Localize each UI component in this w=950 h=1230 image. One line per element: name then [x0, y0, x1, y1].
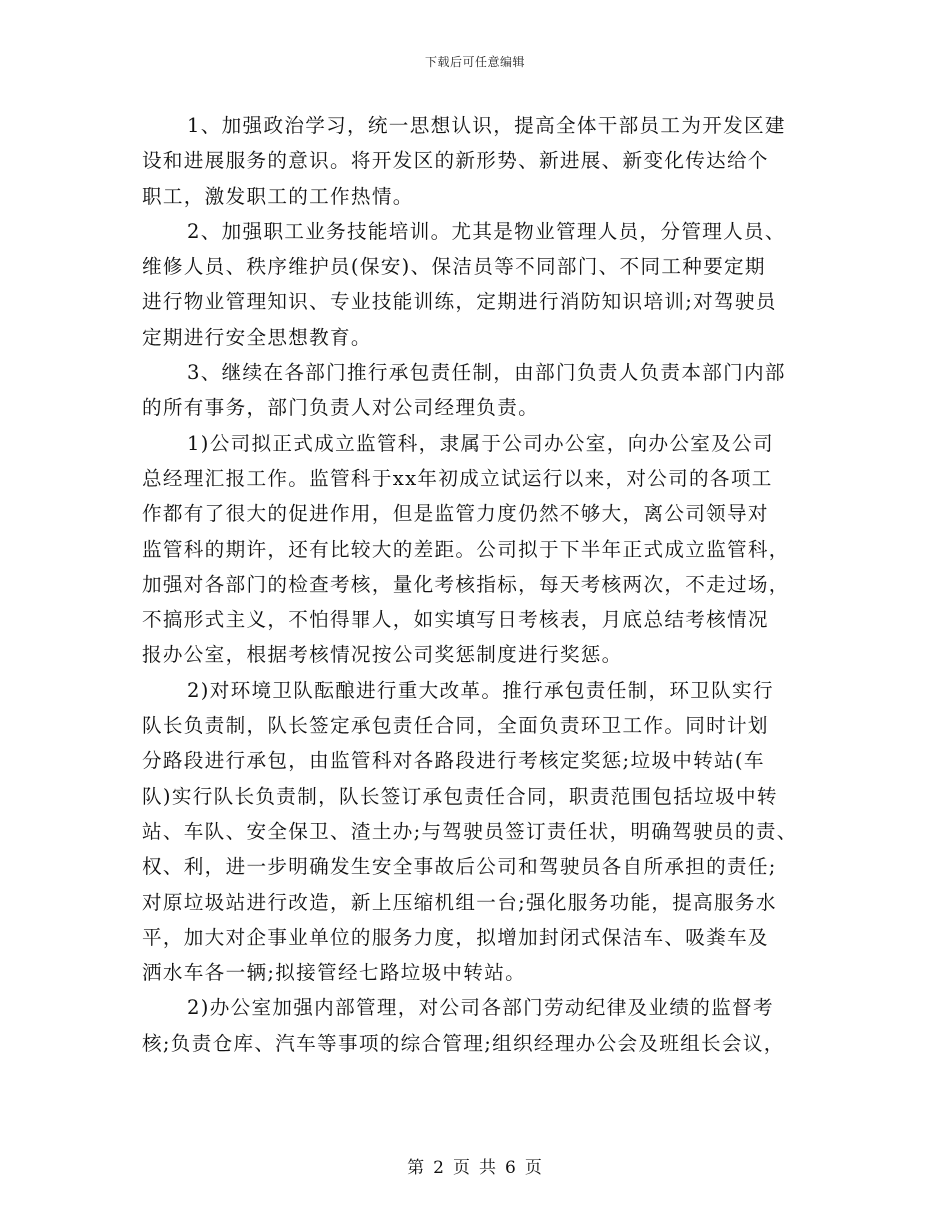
text-line: 核;负责仓库、汽车等事项的综合管理;组织经理办公会及班组长会议，	[142, 1031, 785, 1055]
text-line: 洒水车各一辆;拟接管经七路垃圾中转站。	[142, 961, 526, 985]
text-line: 对原垃圾站进行改造，新上压缩机组一台;强化服务功能，提高服务水	[142, 890, 777, 914]
text-line: 维修人员、秩序维护员(保安)、保洁员等不同部门、不同工种要定期	[142, 255, 766, 279]
paragraph-1	[142, 108, 822, 214]
footer-total-word: 共	[479, 1158, 497, 1178]
paragraph-3	[142, 355, 822, 426]
text-line: 作都有了很大的促进作用，但是监管力度仍然不够大，离公司领导对	[142, 502, 769, 526]
page-header: 下载后可任意编辑	[424, 55, 525, 69]
text-line: 权、利，进一步明确发生安全事故后公司和驾驶员各自所承担的责任;	[142, 855, 777, 879]
text-line: 2)对环境卫队酝酿进行重大改革。推行承包责任制，环卫队实行	[187, 678, 774, 702]
text-line: 3、继续在各部门推行承包责任制，由部门负责人负责本部门内部	[187, 361, 786, 385]
page-footer	[0, 1153, 950, 1178]
text-line: 加强对各部门的检查考核，量化考核指标，每天考核两次，不走过场，	[142, 572, 790, 596]
text-line: 队长负责制，队长签定承包责任合同，全面负责环卫工作。同时计划	[142, 714, 769, 738]
document-body	[142, 108, 822, 1061]
text-line: 1、加强政治学习，统一思想认识，提高全体干部员工为开发区建	[187, 114, 786, 137]
text-line: 职工，激发职工的工作热情。	[142, 184, 414, 208]
text-line: 的所有事务，部门负责人对公司经理负责。	[142, 396, 539, 420]
text-line: 报办公室，根据考核情况按公司奖惩制度进行奖惩。	[142, 643, 623, 667]
text-line: 1)公司拟正式成立监管科，隶属于公司办公室，向办公室及公司	[187, 431, 774, 455]
paragraph-2	[142, 214, 822, 355]
text-line: 进行物业管理知识、专业技能训练，定期进行消防知识培训;对驾驶员	[142, 290, 777, 314]
text-line: 设和进展服务的意识。将开发区的新形势、新进展、新变化传达给个	[142, 149, 769, 173]
text-line: 定期进行安全思想教育。	[142, 325, 372, 349]
footer-suffix: 页	[524, 1158, 543, 1178]
text-line: 2、加强职工业务技能培训。尤其是物业管理人员，分管理人员、	[187, 219, 786, 243]
footer-prefix: 第	[407, 1158, 426, 1178]
paragraph-4	[142, 426, 822, 673]
paragraph-5	[142, 673, 822, 991]
total-pages-number: 6	[505, 1158, 517, 1178]
text-line: 平，加大对企事业单位的服务力度，拟增加封闭式保洁车、吸粪车及	[142, 925, 769, 949]
current-page-number: 2	[433, 1158, 445, 1178]
text-line: 监管科的期许，还有比较大的差距。公司拟于下半年正式成立监管科，	[142, 537, 790, 561]
text-line: 站、车队、安全保卫、渣土办;与驾驶员签订责任状，明确驾驶员的责、	[142, 819, 798, 843]
text-line: 不搞形式主义，不怕得罪人，如实填写日考核表，月底总结考核情况	[142, 608, 769, 632]
paragraph-6	[142, 990, 822, 1061]
text-line: 总经理汇报工作。监管科于xx年初成立试运行以来，对公司的各项工	[142, 466, 773, 490]
text-line: 2)办公室加强内部管理，对公司各部门劳动纪律及业绩的监督考	[187, 996, 774, 1020]
text-line: 分路段进行承包，由监管科对各路段进行考核定奖惩;垃圾中转站(车	[142, 749, 765, 773]
footer-page-word: 页	[453, 1158, 471, 1178]
text-line: 队)实行队长负责制，队长签订承包责任合同，职责范围包括垃圾中转	[142, 784, 778, 808]
